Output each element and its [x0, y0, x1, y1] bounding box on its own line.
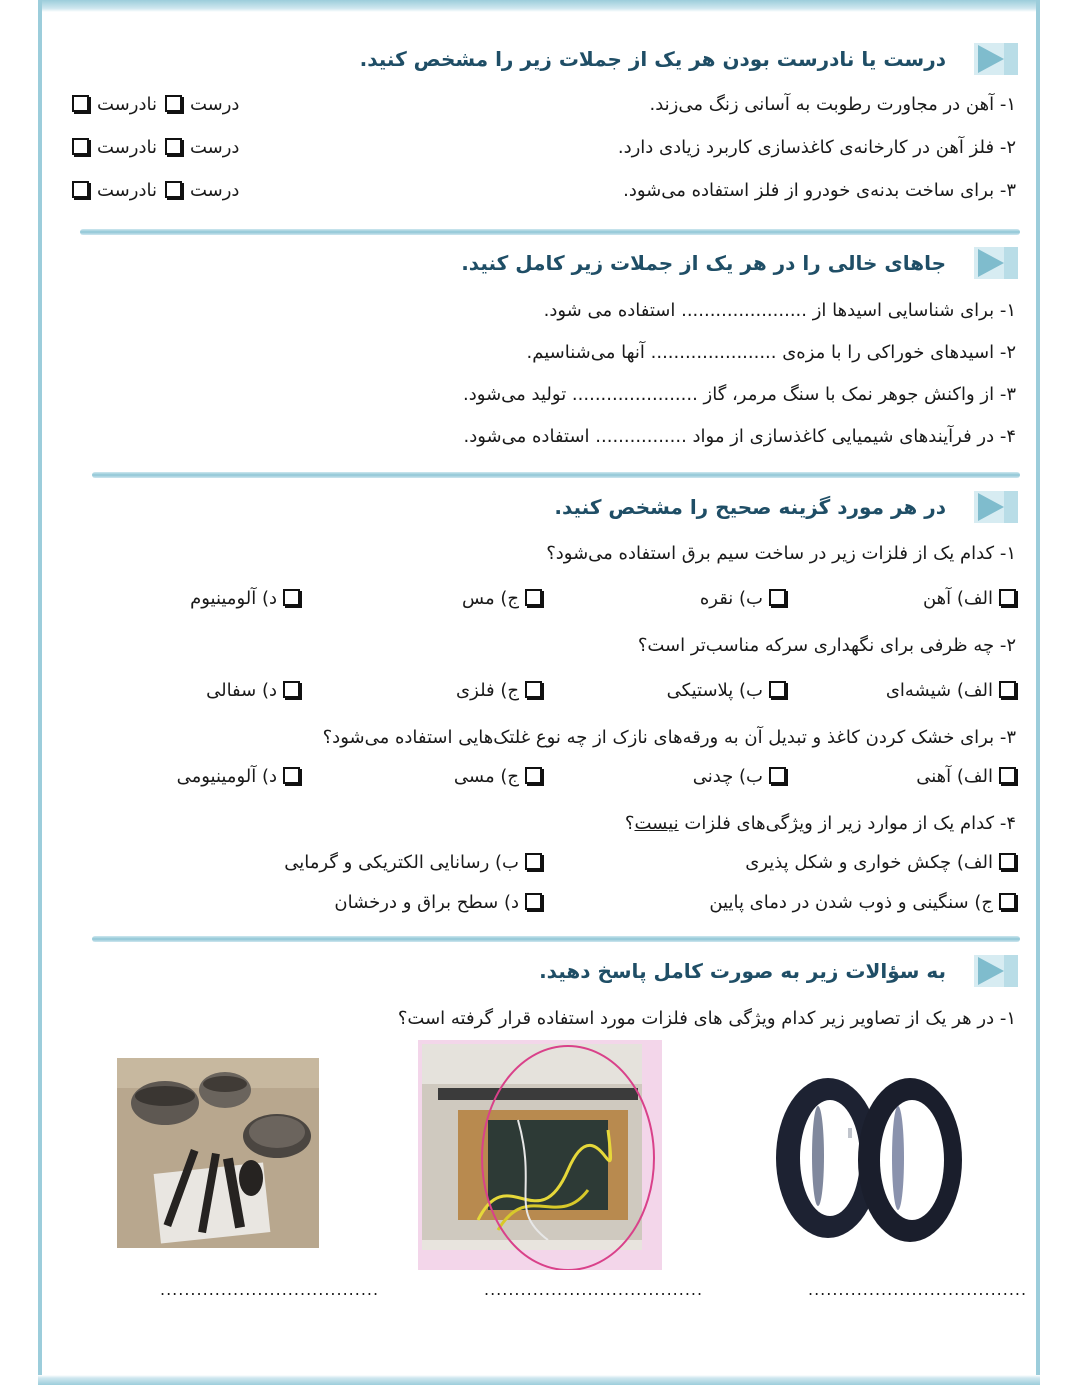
mc-q1-option-b[interactable] — [700, 588, 786, 609]
checkbox[interactable] — [999, 893, 1016, 910]
option-label: ب) رسانایی الکتریکی و گرمایی — [284, 852, 519, 873]
checkbox[interactable] — [525, 767, 542, 784]
mc-q3-option-a[interactable] — [916, 766, 1016, 787]
mc-q2-option-a[interactable] — [886, 680, 1016, 701]
section-mc-title: در هر مورد گزینه صحیح را مشخص کنید. — [554, 495, 946, 519]
option-label: الف) آهن — [922, 588, 993, 609]
checkbox[interactable] — [283, 767, 300, 784]
checkbox[interactable] — [999, 681, 1016, 698]
option-label: ج) مس — [462, 588, 519, 609]
answer-blank-3[interactable]: .................................... — [160, 1280, 380, 1299]
section-tf-title: درست یا نادرست بودن هر یک از جملات زیر را مشخص کنید. — [359, 47, 946, 71]
true-label: درست — [189, 94, 240, 115]
tf-choices-1 — [72, 94, 239, 115]
option-label: ج) سنگینی و ذوب شدن در دمای پایین — [709, 892, 993, 913]
section-divider — [92, 472, 1020, 478]
page-frame-right — [1036, 0, 1040, 1385]
section-tf-heading — [360, 42, 1018, 76]
false-label: نادرست — [97, 180, 157, 201]
section-marker-icon — [974, 954, 1018, 988]
full-question-1-text: ۱- در هر یک از تصاویر زیر کدام ویژگی های فلزات مورد استفاده قرار گرفته است؟ — [397, 1008, 1016, 1029]
mc-question-3 — [60, 727, 1016, 748]
page-frame-left — [38, 0, 42, 1385]
mc-question-4-text — [60, 813, 1016, 834]
steel-coils-image — [760, 1068, 970, 1248]
option-label: ب) چدنی — [692, 766, 763, 787]
q4-text-start: ۴- کدام یک از موارد زیر از ویژگی‌های فلزات — [678, 813, 1016, 834]
false-checkbox-1[interactable] — [72, 95, 89, 112]
fill-question-4: ۴- در فرآیندهای شیمیایی کاغذسازی از مواد ................ استفاده می‌شود. — [463, 426, 1016, 447]
option-label: الف) شیشه‌ای — [885, 680, 993, 701]
false-label: نادرست — [97, 94, 157, 115]
cookware-image — [117, 1058, 319, 1248]
checkbox[interactable] — [525, 893, 542, 910]
section-divider — [92, 936, 1020, 942]
tf-row-2 — [60, 137, 1016, 158]
q4-emphasis: نیست — [634, 813, 679, 834]
mc-question-4 — [60, 813, 1016, 834]
fill-row-4 — [60, 426, 1016, 447]
mc-q4-option-a[interactable] — [745, 852, 1016, 873]
mc-q2-option-d[interactable] — [206, 680, 300, 701]
true-checkbox-3[interactable] — [165, 181, 182, 198]
mc-q1-option-d[interactable] — [190, 588, 300, 609]
fill-row-3 — [60, 384, 1016, 405]
q4-text-end: ؟ — [624, 813, 635, 834]
tf-question-1: ۱- آهن در مجاورت رطوبت به آسانی زنگ می‌زند. — [649, 94, 1016, 115]
fill-question-3: ۳- از واکنش جوهر نمک با سنگ مرمر، گاز ...................... تولید می‌شود. — [463, 384, 1016, 405]
option-label: د) سطح براق و درخشان — [334, 892, 519, 913]
checkbox[interactable] — [999, 589, 1016, 606]
page-frame-top — [38, 0, 1040, 12]
mc-q3-option-d[interactable] — [177, 766, 300, 787]
section-marker-icon — [974, 42, 1018, 76]
tf-row-3 — [60, 180, 1016, 201]
option-label: الف) آهنی — [916, 766, 993, 787]
true-label: درست — [189, 180, 240, 201]
mc-question-2-text: ۲- چه ظرفی برای نگهداری سرکه مناسب‌تر است؟ — [637, 635, 1016, 656]
mc-q2-option-b[interactable] — [667, 680, 786, 701]
section-marker-icon — [974, 246, 1018, 280]
mc-question-2 — [60, 635, 1016, 656]
checkbox[interactable] — [999, 767, 1016, 784]
false-checkbox-3[interactable] — [72, 181, 89, 198]
fill-row-1 — [60, 300, 1016, 321]
mc-question-3-text: ۳- برای خشک کردن کاغذ و تبدیل آن به ورقه‌های نازک از چه نوع غلتک‌هایی استفاده می‌شود؟ — [322, 727, 1016, 748]
option-label: ب) پلاستیکی — [666, 680, 763, 701]
true-label: درست — [189, 137, 240, 158]
fill-row-2 — [60, 342, 1016, 363]
checkbox[interactable] — [525, 853, 542, 870]
checkbox[interactable] — [283, 681, 300, 698]
option-label: الف) چکش خواری و شکل پذیری — [745, 852, 993, 873]
checkbox[interactable] — [525, 589, 542, 606]
section-fill-title: جاهای خالی را در هر یک از جملات زیر کامل کنید. — [461, 251, 946, 275]
true-checkbox-2[interactable] — [165, 138, 182, 155]
wiring-panel-image — [418, 1040, 662, 1270]
option-label: د) سفالی — [206, 680, 277, 701]
answer-blank-2[interactable]: .................................... — [484, 1280, 704, 1299]
checkbox[interactable] — [283, 589, 300, 606]
checkbox[interactable] — [999, 853, 1016, 870]
fill-question-1: ۱- برای شناسایی اسیدها از ...................... استفاده می شود. — [543, 300, 1016, 321]
section-full-title: به سؤالات زیر به صورت کامل پاسخ دهید. — [539, 959, 946, 983]
mc-question-1 — [60, 543, 1016, 564]
checkbox[interactable] — [525, 681, 542, 698]
option-label: ج) فلزی — [456, 680, 519, 701]
checkbox[interactable] — [769, 589, 786, 606]
option-label: ج) مسی — [453, 766, 519, 787]
section-marker-icon — [974, 490, 1018, 524]
mc-q3-option-b[interactable] — [693, 766, 786, 787]
tf-question-2: ۲- فلز آهن در کارخانه‌ی کاغذسازی کاربرد زیادی دارد. — [617, 137, 1016, 158]
tf-choices-2 — [72, 137, 239, 158]
mc-q4-option-c[interactable] — [709, 892, 1016, 913]
checkbox[interactable] — [769, 767, 786, 784]
mc-q3-option-c[interactable] — [454, 766, 542, 787]
section-divider — [80, 229, 1020, 235]
mc-q4-option-d[interactable] — [334, 892, 542, 913]
mc-q4-option-b[interactable] — [284, 852, 542, 873]
tf-row-1 — [60, 94, 1016, 115]
mc-q1-option-c[interactable] — [462, 588, 542, 609]
mc-q1-option-a[interactable] — [923, 588, 1016, 609]
option-label: د) آلومینیوم — [190, 588, 277, 609]
answer-blank-1[interactable]: .................................... — [808, 1280, 1028, 1299]
false-label: نادرست — [97, 137, 157, 158]
fill-question-2: ۲- اسیدهای خوراکی را با مزه‌ی ...................... آنها می‌شناسیم. — [526, 342, 1016, 363]
section-fill-heading — [461, 246, 1018, 280]
tf-question-3: ۳- برای ساخت بدنه‌ی خودرو از فلز استفاده می‌شود. — [623, 180, 1016, 201]
option-label: ب) نقره — [699, 588, 763, 609]
mc-q2-option-c[interactable] — [456, 680, 542, 701]
option-label: د) آلومینیومی — [176, 766, 277, 787]
false-checkbox-2[interactable] — [72, 138, 89, 155]
section-full-heading — [539, 954, 1018, 988]
full-question-1 — [60, 1008, 1016, 1029]
page-frame-bottom — [38, 1375, 1040, 1385]
mc-question-1-text: ۱- کدام یک از فلزات زیر در ساخت سیم برق استفاده می‌شود؟ — [546, 543, 1016, 564]
true-checkbox-1[interactable] — [165, 95, 182, 112]
section-mc-heading — [554, 490, 1018, 524]
checkbox[interactable] — [769, 681, 786, 698]
tf-choices-3 — [72, 180, 239, 201]
